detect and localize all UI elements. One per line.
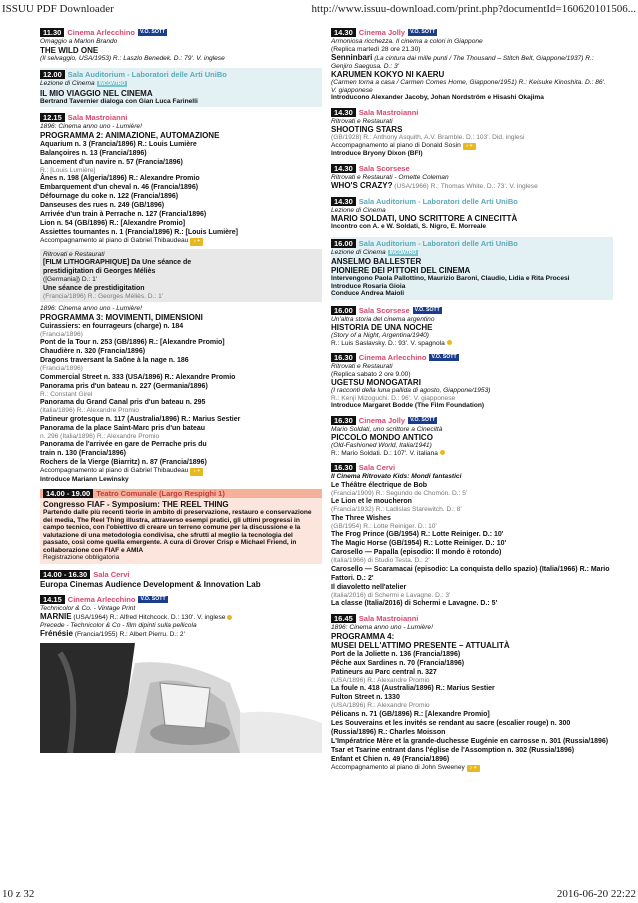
event-time: 14.30 — [331, 164, 356, 173]
event-desc: Omaggio a Marlon Brando — [40, 38, 118, 45]
film-line: train n. 130 (Francia/1896) — [40, 450, 126, 457]
restored-block — [40, 249, 322, 303]
film-line: [FILM LITHOGRAPHIQUE] Da Une séance de — [43, 259, 192, 266]
film-line: (USA/1896) R.: Alexandre Promio — [331, 702, 430, 709]
event-desc: Lezione di Cinema — [40, 80, 95, 87]
event-title: MARIO SOLDATI, UNO SCRITTORE A CINECITTÀ — [331, 214, 518, 223]
film-line: Panorama de la place Saint-Marc pris d'un bateau — [40, 424, 206, 432]
film-line: La foule n. 418 (Australia/1896) R.: Marius Sestier — [331, 685, 495, 692]
event-note: Introducono Alexander Jacoby, Johan Nordström e Hisashi Okajima — [331, 94, 544, 101]
event-venue: Sala Cervi — [358, 463, 396, 472]
event-note: R.: Kenji Mizoguchi. D.: 96'. V. giapponese — [331, 394, 456, 402]
event-note: (Il selvaggio, USA/1953) R.: Laszlo Benedek. D.: 79'. V. inglese — [40, 54, 225, 62]
event-note: (Francia/1955) R.: Albert Pierru. D.: 2' — [74, 631, 185, 638]
print-url[interactable]: http://www.issuu-download.com/print.php?documentId=160620101506... — [311, 3, 636, 15]
event-venue: Sala Scorsese — [358, 305, 410, 315]
event-note: (Replica sabato 2 ore 9.00) — [331, 370, 411, 378]
audio-icon — [440, 450, 445, 455]
film-line: Il diavoletto nell'atelier — [331, 583, 407, 591]
film-line: The Three Wishes — [331, 514, 391, 522]
event-title: Europa Cinemas Audience Development & Innovation Lab — [40, 579, 261, 589]
event-note: (GB/1928) R.: Anthony Asquith, A.V. Bramble. D.: 103'. Did. inglesi — [331, 134, 525, 141]
event-title: PROGRAMMA 3: MOVIMENTI, DIMENSIONI — [40, 312, 203, 322]
film-line: Panorama pris d'un bateau n. 227 (Germania/1896) — [40, 382, 208, 390]
film-line: Patineurs au Parc central n. 327 — [331, 668, 437, 676]
event-desc: Ritrovati e Restaurati — [331, 363, 393, 370]
film-line: Accompagnamento al piano di Gabriel Thibaudeau — [40, 237, 189, 244]
event-time: 12.15 — [40, 113, 65, 122]
film-line: Les Souverains et les invités se rendant au sacre (escalier rouge) n. 300 (Russia/1896) R.: Charles Moisson — [331, 719, 571, 736]
event-desc: Precede - Technicolor & Co - film dipinti sulla pellicola — [40, 621, 197, 629]
event-programma-4 — [331, 614, 613, 772]
event-title: HISTORIA DE UNA NOCHE — [331, 323, 433, 332]
film-line: R.: [Louis Lumière] — [40, 166, 96, 174]
event-ballester — [331, 237, 613, 300]
piano-icon: ♪ + — [467, 765, 480, 773]
film-line: Lancement d'un navire n. 57 (Francia/1896) — [40, 158, 183, 166]
event-note: Introduce Margaret Bodde (The Film Foundation) — [331, 402, 485, 409]
vo-badge: V.O. SOTT — [140, 595, 166, 602]
film-line: Lion n. 54 (GB/1896) R.: [Alexandre Promio] — [40, 220, 186, 227]
film-line: (Francia/1909) R.: Segundo de Chomón. D.: 5' — [331, 489, 468, 497]
event-note: (Old-Fashioned World, Italia/1941) — [331, 442, 432, 449]
vo-badge: V.O. SOTT — [410, 416, 436, 423]
print-timestamp: 2016-06-20 22:22 — [556, 888, 636, 900]
event-venue: Sala Mastroianni — [358, 614, 419, 623]
event-kids-mondi-fantastici — [331, 463, 613, 608]
film-line: (Francia/1896) — [40, 330, 83, 338]
event-title: Frénésie — [40, 629, 73, 638]
event-time: 16.30 — [331, 463, 356, 472]
event-time: 14.15 — [40, 595, 65, 604]
event-time: 14.30 — [331, 28, 356, 37]
event-title: Senninbari — [331, 53, 373, 62]
incontro-tag: INCONTRO — [98, 81, 126, 87]
photo-illustration — [40, 643, 322, 753]
film-line: (Francia/1896) R.: Georges Méliès. D.: 1' — [43, 292, 163, 300]
left-column — [40, 28, 322, 878]
event-desc: Mario Soldati, uno scrittore a Cinecittà — [331, 425, 443, 433]
event-venue: Cinema Jolly — [358, 28, 406, 37]
event-time: 16.30 — [331, 353, 356, 362]
event-desc: Ritrovati e Restaurati — [331, 117, 393, 125]
piano-icon: ♪ + — [190, 238, 203, 246]
film-line: Tsar et Tsarine entrant dans l'église de l'Assomption n. 302 (Russia/1896) — [331, 746, 575, 754]
film-line: Arrivée d'un train à Perrache n. 127 (Francia/1896) — [40, 211, 207, 218]
audio-icon — [227, 615, 232, 620]
film-list — [40, 140, 322, 246]
vo-badge: V.O. SOTT — [410, 29, 436, 35]
event-note: (USA/1966) R.: Thomas White. D.: 73'. V. inglese — [394, 183, 538, 190]
event-note: (I racconti della luna pallida di agosto, Giappone/1953) — [331, 387, 491, 394]
event-text: Partendo dalle più recenti teorie in ambito di preservazione, restauro e conservazione dei media, The Reel Thing illustra, attraverso esempi pratici, gli ultimi progressi in campo tecnico, con l'obiettivo di creare un terreno comune per la discussione e la valutazione di una metodologia condivisa, che sfrutti al meglio la tecnologia del passato, così come quella emergente. A cura di Grover Crisp e Michael Friend, in collaborazione con FIAF e AMIA — [43, 509, 312, 554]
event-title: ANSELMO BALLESTER — [331, 257, 422, 266]
film-line: Port de la Joliette n. 136 (Francia/1896) — [331, 650, 461, 658]
event-senninbari — [331, 28, 613, 102]
film-line: Accompagnamento al piano di Gabriel Thibaudeau — [40, 467, 189, 474]
vo-badge: V.O. SOTT — [414, 306, 440, 313]
event-desc: Ritrovati e Restaurati — [43, 250, 105, 258]
event-marnie — [40, 595, 322, 753]
audio-icon — [447, 340, 452, 345]
event-note: (La cintura dai mille punti / The Thousand – Stitch Belt, Giappone/1937) R.: Genjiro Saegusa. D.: 3' — [331, 55, 594, 70]
event-europa-cinemas — [40, 570, 322, 589]
film-line: ([Germania]) D.: 1' — [43, 276, 98, 283]
event-title: SHOOTING STARS — [331, 125, 403, 134]
piano-icon: ♪ + — [463, 143, 476, 151]
event-programma-2 — [40, 113, 322, 483]
film-list — [331, 481, 613, 609]
film-line: Rochers de la Vierge (Biarritz) n. 87 (Francia/1896) — [40, 459, 207, 466]
event-title: WHO'S CRAZY? — [331, 181, 393, 190]
film-line: Le Lion et le moucheron — [331, 498, 412, 505]
event-title: PIONIERE DEI PITTORI DEL CINEMA — [331, 266, 471, 275]
film-line: Pêche aux Sardines n. 70 (Francia/1896) — [331, 659, 465, 667]
film-line: (Italia/2016) di Schermi e Lavagne. D.: 3' — [331, 591, 451, 599]
event-fiaf-congress — [40, 489, 322, 564]
film-line: (Francia/1932) R.: Ladislas Starewitch. D.: 8' — [331, 506, 462, 513]
print-app-name: ISSUU PDF Downloader — [2, 3, 114, 15]
film-line: (Italia/1896) R.: Alexandre Promio — [40, 407, 139, 414]
browser-print-footer — [0, 885, 638, 903]
event-title: KARUMEN KOKYO NI KAERU — [331, 70, 445, 79]
event-ugetsu — [331, 353, 613, 410]
event-note: (USA/1964) R.: Alfred Hitchcock. D.: 130'. V. inglese — [73, 614, 226, 621]
event-desc: 1896: Cinema anno uno - Lumière! — [40, 123, 142, 130]
event-note: Introduce Bryony Dixon (BFI) — [331, 150, 423, 157]
film-line: R.: Constant Girel — [40, 390, 93, 398]
event-venue: Sala Auditorium - Laboratori delle Arti UniBo — [358, 196, 518, 206]
event-whos-crazy — [331, 164, 613, 191]
event-time: 14.30 — [331, 197, 356, 206]
film-line: Enfant et Chien n. 49 (Francia/1896) — [331, 755, 450, 763]
film-line: Balançoires n. 13 (Francia/1896) — [40, 149, 147, 157]
incontro-tag: INCONTRO — [389, 249, 417, 256]
film-line: Aquarium n. 3 (Francia/1896) R.: Louis Lumière — [40, 140, 197, 148]
event-title: PICCOLO MONDO ANTICO — [331, 433, 433, 442]
programma-3 — [40, 305, 322, 483]
event-title: PROGRAMMA 2: ANIMAZIONE, AUTOMAZIONE — [40, 130, 220, 140]
film-line: Cuirassiers: en fourrageurs (charge) n. 184 — [40, 322, 184, 330]
event-desc: Lezione di Cinema — [331, 248, 386, 256]
film-line: Ânes n. 198 (Algeria/1896) R.: Alexandre Promio — [40, 175, 200, 182]
event-note: Registrazione obbligatoria — [43, 554, 120, 561]
event-time: 14.00 - 19.00 — [43, 489, 93, 498]
event-desc: Ritrovati e Restaurati - Ornette Coleman — [331, 173, 449, 181]
film-line: (USA/1896) R.: Alexandre Promio — [331, 676, 430, 684]
vo-badge: V.O. SOTT — [431, 354, 457, 360]
film-line: (GB/1954) R.: Lotte Reiniger. D.: 10' — [331, 522, 437, 530]
film-line: Accompagnamento al piano di John Sweeney — [331, 763, 465, 771]
event-time: 16.30 — [331, 416, 356, 425]
event-desc: Lezione di Cinema — [331, 206, 386, 214]
event-venue: Cinema Arlecchino — [67, 28, 136, 37]
event-time: 16.45 — [331, 614, 356, 623]
event-desc: 1896: Cinema anno uno - Lumière! — [331, 624, 433, 631]
event-note: R.: Mario Soldati. D.: 107'. V. italiana — [331, 449, 438, 457]
event-title: PROGRAMMA 4: — [331, 631, 395, 641]
event-note: Incontro con A. e W. Soldati, S. Nigro, E. Morreale — [331, 223, 487, 230]
event-title: MUSEI DELL'ATTIMO PRESENTE – ATTUALITÀ — [331, 640, 510, 650]
film-list — [331, 650, 613, 773]
event-piccolo-mondo — [331, 416, 613, 458]
event-note: R.: Luis Saslavsky. D.: 93'. V. spagnola — [331, 339, 445, 347]
film-line: Carosello — Scaramacai (episodio: La conquista dello spazio) (Italia/1966) R.: Mario Fattori. D.: 2' — [331, 565, 610, 582]
film-line: prestidigitation di Georges Méliès — [43, 268, 156, 275]
event-note: (Carmen torna a casa / Carmen Comes Home, Giappone/1951) R.: Keisuke Kinoshita. D.: 86'. V. giapponese — [331, 79, 606, 94]
event-desc: Il Cinema Ritrovato Kids: Mondi fantastici — [331, 473, 462, 480]
event-viaggio-cinema — [40, 68, 322, 107]
event-venue: Teatro Comunale (Largo Respighi 1) — [96, 489, 225, 498]
event-note: (Story of a Night, Argentina/1940) — [331, 332, 429, 339]
event-desc: Un'altra storia del cinema argentino — [331, 315, 435, 323]
film-line: Panorama du Grand Canal pris d'un bateau n. 295 — [40, 399, 206, 406]
event-desc: Armoniosa ricchezza. Il cinema a colori in Giappone — [331, 38, 483, 45]
film-line: (Francia/1896) — [40, 365, 83, 372]
film-line: Le Théâtre électrique de Bob — [331, 481, 428, 489]
film-line: Assiettes tournantes n. 1 (Francia/1896) R.: [Louis Lumière] — [40, 229, 238, 236]
film-line: Panorama de l'arrivée en gare de Perrache pris du — [40, 441, 207, 448]
event-mario-soldati-lezione — [331, 197, 613, 231]
event-title: Congresso FIAF - Symposium: THE REEL THING — [43, 500, 229, 509]
film-line: Commercial Street n. 333 (USA/1896) R.: Alexandre Promio — [40, 373, 236, 381]
film-line: (Italia/1966) di Studio Testa. D.: 2' — [331, 557, 430, 564]
browser-print-header — [0, 0, 638, 18]
film-line: n. 296 (Italia/1896) R.: Alexandre Promio — [40, 432, 160, 440]
event-venue: Sala Cervi — [93, 569, 130, 579]
piano-icon: ♪ + — [190, 468, 203, 476]
event-desc: 1896: Cinema anno uno - Lumière! — [40, 305, 142, 312]
event-time: 11.30 — [40, 28, 64, 37]
event-note: Accompagnamento al piano di Donald Sosin — [331, 141, 461, 149]
event-time: 16.00 — [331, 239, 356, 248]
film-line: Carosello — Papalla (episodio: Il mondo è rotondo) — [331, 549, 502, 556]
film-line: Introduce Mariann Lewinsky — [40, 475, 129, 483]
event-time: 12.00 — [40, 70, 65, 79]
event-note: Introduce Rosaria Gioia — [331, 282, 406, 290]
event-note: Conduce Andrea Maioli — [331, 290, 405, 297]
page-counter: 10 z 32 — [2, 888, 35, 900]
event-note: Intervengono Paola Pallottino, Maurizio Baroni, Claudio, Lidia e Rita Procesi — [331, 275, 570, 282]
film-line: Danseuses des rues n. 249 (GB/1896) — [40, 202, 165, 209]
film-line: Chaudière n. 320 (Francia/1896) — [40, 348, 146, 355]
event-note: Bertrand Tavernier dialoga con Gian Luca Farinelli — [40, 97, 198, 105]
event-venue: Sala Scorsese — [358, 163, 410, 173]
event-venue: Sala Mastroianni — [358, 107, 419, 117]
event-title: THE WILD ONE — [40, 45, 99, 55]
film-line: Fulton Street n. 1330 — [331, 694, 400, 701]
event-venue: Cinema Jolly — [358, 415, 406, 425]
film-line: The Magic Horse (GB/1954) R.: Lotte Reiniger. D.: 10' — [331, 540, 507, 547]
event-time: 14.30 — [331, 108, 356, 117]
event-wild-one — [40, 28, 322, 62]
event-desc: Technicolor & Co. - Vintage Print — [40, 604, 136, 612]
film-line: La classe (Italia/2016) di Schermi e Lavagne. D.: 5' — [331, 600, 498, 607]
film-line: The Frog Prince (GB/1954) R.: Lotte Reiniger. D.: 10' — [331, 531, 504, 538]
event-venue: Sala Auditorium - Laboratori delle Arti UniBo — [67, 70, 227, 79]
film-line: Patineur grotesque n. 117 (Australia/1896) R.: Marius Sestier — [40, 415, 241, 423]
film-line: Dragons traversant la Saône à la nage n. 186 — [40, 357, 189, 364]
event-title: MARNIE — [40, 612, 72, 621]
film-line: L'Impératrice Mère et la grande-duchesse Eugénie en carrosse n. 301 (Russia/1896) — [331, 737, 609, 745]
film-line: Pélicans n. 71 (GB/1896) R.: [Alexandre Promio] — [331, 710, 490, 718]
vo-badge: V.O. SOTT — [140, 29, 166, 35]
event-venue: Sala Auditorium - Laboratori delle Arti UniBo — [358, 238, 518, 248]
event-title: UGETSU MONOGATARI — [331, 378, 421, 387]
film-line: Pont de la Tour n. 253 (GB/1896) R.: [Alexandre Promio] — [40, 339, 225, 346]
event-shooting-stars — [331, 108, 613, 158]
event-venue: Cinema Arlecchino — [358, 353, 427, 362]
film-line: Une séance de prestidigitation — [43, 284, 145, 292]
marnie-photo — [40, 643, 322, 753]
film-line: Embarquement d'un cheval n. 46 (Francia/1896) — [40, 184, 199, 191]
film-line: Défournage du coke n. 122 (Francia/1896) — [40, 193, 179, 200]
event-note: (Replica martedì 28 ore 21.30) — [331, 45, 421, 53]
event-venue: Sala Mastroianni — [67, 113, 128, 122]
event-venue: Cinema Arlecchino — [67, 594, 136, 604]
right-column — [331, 28, 613, 878]
event-historia-noche — [331, 306, 613, 348]
event-title: IL MIO VIAGGIO NEL CINEMA — [40, 88, 153, 98]
event-time: 14.00 - 16.30 — [40, 570, 90, 579]
event-time: 16.00 — [331, 306, 356, 315]
